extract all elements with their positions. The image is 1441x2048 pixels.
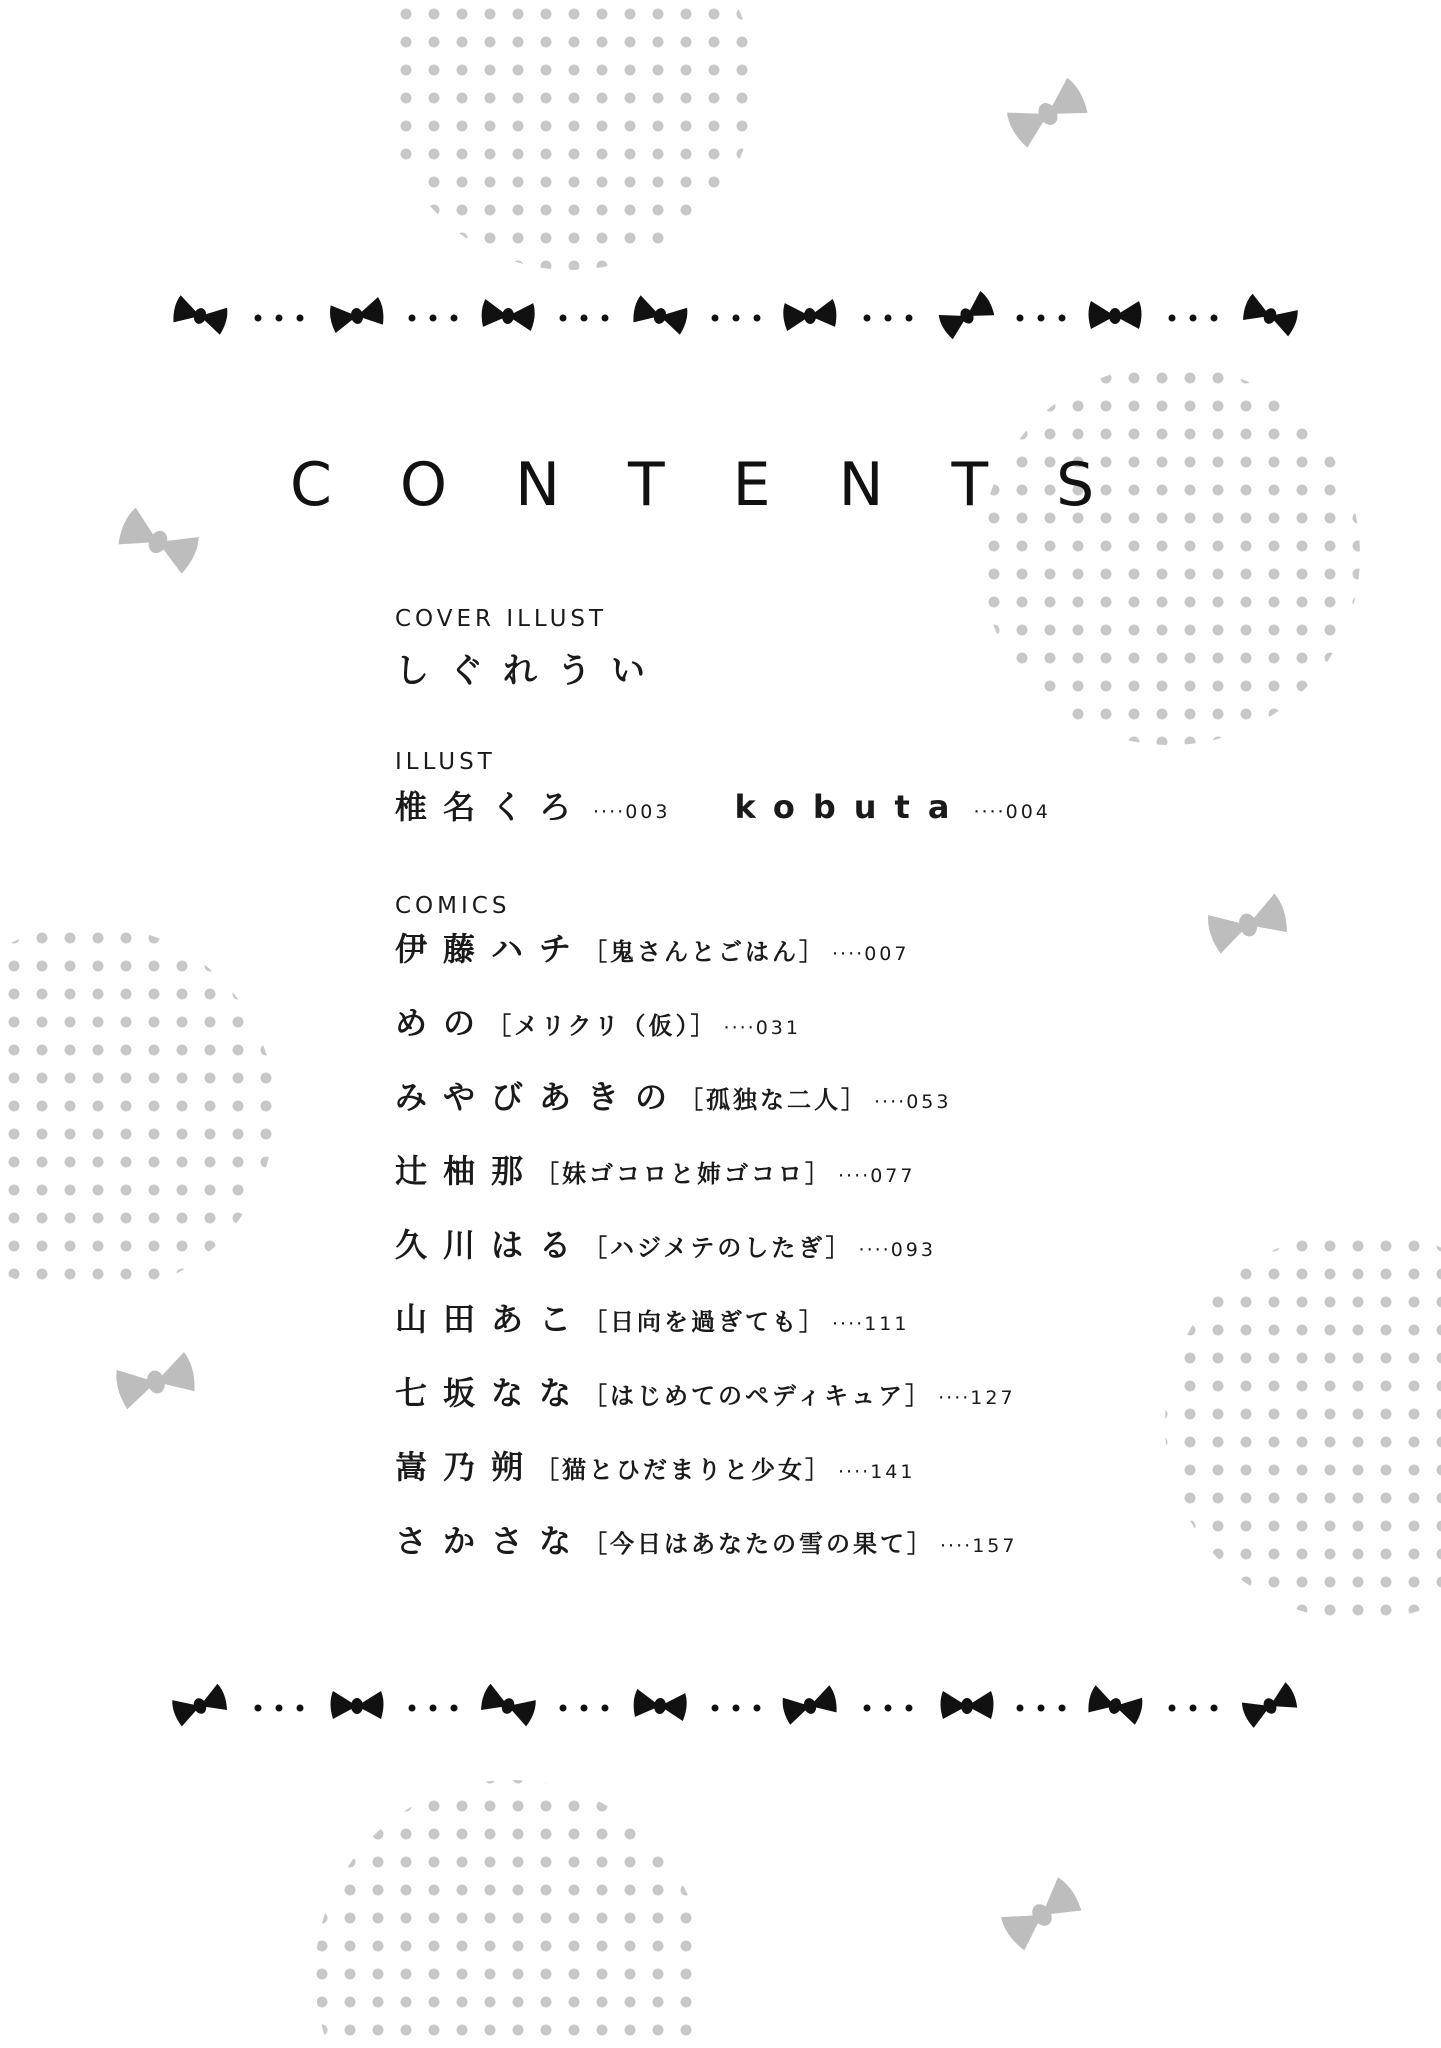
cover-artist: しぐれうい <box>395 651 665 691</box>
page-number: 007 <box>864 943 910 965</box>
page-number: 031 <box>755 1017 801 1039</box>
comic-author: 久川はる <box>395 1226 588 1264</box>
page-number: 053 <box>906 1091 952 1113</box>
page-number: 157 <box>972 1535 1018 1557</box>
page-number: 077 <box>870 1165 916 1187</box>
dot-leader: ···· <box>973 801 1006 823</box>
comic-title: ［メリクリ（仮）］ <box>487 1012 718 1040</box>
comics-list <box>395 924 1017 1590</box>
illust-section <box>395 748 1051 828</box>
illust-heading: ILLUST <box>395 749 496 775</box>
page-number: 127 <box>970 1387 1016 1409</box>
comic-author: みやびあきの <box>395 1078 684 1116</box>
dot-leader: ···· <box>723 1017 756 1039</box>
comic-title: ［孤独な二人］ <box>679 1086 869 1114</box>
comic-entry <box>395 1220 1017 1294</box>
comic-author: 七坂なな <box>395 1374 588 1412</box>
comic-entry <box>395 1294 1017 1368</box>
dot-leader: ···· <box>593 801 626 823</box>
comic-entry <box>395 1368 1017 1442</box>
page-number: 141 <box>870 1461 916 1483</box>
dot-leader: ···· <box>938 1387 971 1409</box>
illust-list <box>395 782 1051 828</box>
dot-leader: ···· <box>832 1313 865 1335</box>
comic-title: ［猫とひだまりと少女］ <box>535 1456 833 1484</box>
dot-leader: ···· <box>858 1239 891 1261</box>
cover-illust-heading: COVER ILLUST <box>395 606 608 632</box>
comic-author: 伊藤ハチ <box>395 930 588 968</box>
comic-author: 山田あこ <box>395 1300 588 1338</box>
comic-entry <box>395 1516 1017 1590</box>
comic-entry <box>395 998 1017 1072</box>
illust-artist-name: kobuta <box>734 788 968 826</box>
dot-leader: ···· <box>838 1461 871 1483</box>
dot-leader: ···· <box>940 1535 973 1557</box>
illust-entry <box>395 782 670 828</box>
comic-author: めの <box>395 1004 492 1042</box>
comic-author: 嵩乃朔 <box>395 1448 540 1486</box>
comic-title: ［妹ゴコロと姉ゴコロ］ <box>535 1160 833 1188</box>
comic-author: 辻柚那 <box>395 1152 540 1190</box>
cover-illust-section <box>395 605 665 693</box>
comic-entry <box>395 1146 1017 1220</box>
comics-section <box>395 892 1017 1590</box>
dot-leader: ···· <box>838 1165 871 1187</box>
comic-entry <box>395 1442 1017 1516</box>
dot-leader: ···· <box>874 1091 907 1113</box>
comic-entry <box>395 1072 1017 1146</box>
comic-entry <box>395 924 1017 998</box>
page-number: 111 <box>864 1313 910 1335</box>
comic-author: さかさな <box>395 1522 588 1560</box>
comic-title: ［今日はあなたの雪の果て］ <box>583 1530 935 1558</box>
page-number: 093 <box>890 1239 936 1261</box>
page-number: 004 <box>1005 801 1051 823</box>
illust-artist-name: 椎名くろ <box>395 788 588 826</box>
page-title: CONTENTS <box>290 450 1163 520</box>
comic-title: ［ハジメテのしたぎ］ <box>583 1234 853 1262</box>
comics-heading: COMICS <box>395 893 511 919</box>
illust-entry <box>734 788 1050 826</box>
comic-title: ［日向を過ぎても］ <box>583 1308 827 1336</box>
dot-leader: ···· <box>832 943 865 965</box>
page-number: 003 <box>625 801 671 823</box>
comic-title: ［鬼さんとごはん］ <box>583 938 827 966</box>
comic-title: ［はじめてのペディキュア］ <box>583 1382 933 1410</box>
